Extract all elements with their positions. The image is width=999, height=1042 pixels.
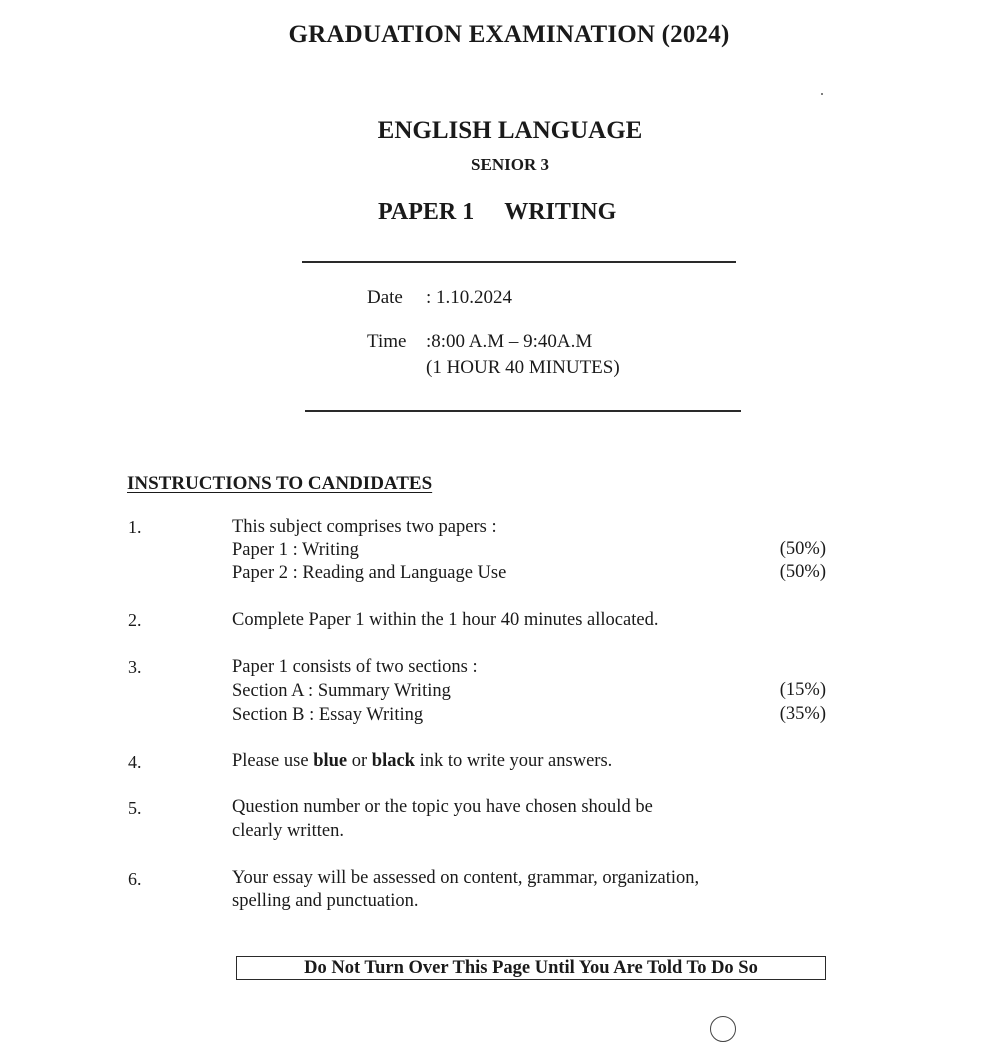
instruction-line: Section A : Summary Writing [232, 681, 451, 701]
emphasis-black: black [371, 751, 415, 771]
speck-mark [821, 93, 823, 95]
instruction-line: Paper 1 consists of two sections : [232, 657, 478, 677]
text-segment: Please use [232, 751, 314, 771]
instruction-line: spelling and punctuation. [232, 891, 419, 911]
paper-title [378, 199, 616, 226]
duration: (1 HOUR 40 MINUTES) [426, 357, 620, 378]
instruction-line [232, 750, 612, 774]
item-number: 1. [128, 517, 142, 537]
bottom-divider [305, 410, 741, 412]
instruction-line: This subject comprises two papers : [232, 517, 497, 537]
paper-number: PAPER 1 [378, 199, 475, 225]
item-number: 4. [128, 752, 142, 772]
instruction-line: Complete Paper 1 within the 1 hour 40 minutes allocated. [232, 610, 659, 630]
do-not-turn-notice: Do Not Turn Over This Page Until You Are Told To Do So [236, 956, 826, 980]
text-segment: or [347, 751, 372, 771]
time-value: :8:00 A.M – 9:40A.M [426, 331, 593, 352]
paper-name: WRITING [504, 199, 617, 225]
item-number: 2. [128, 610, 142, 630]
weight-percent: (15%) [779, 680, 826, 700]
item-number: 3. [128, 657, 142, 677]
subject-title: ENGLISH LANGUAGE [377, 117, 643, 144]
top-divider [302, 261, 736, 263]
weight-percent: (50%) [779, 539, 826, 559]
time-label: Time [367, 331, 407, 352]
item-number: 6. [128, 869, 142, 889]
weight-percent: (50%) [779, 562, 826, 582]
item-number: 5. [128, 798, 142, 818]
level-label: SENIOR 3 [471, 155, 549, 174]
instruction-line: Question number or the topic you have chosen should be [232, 797, 653, 817]
instructions-heading: INSTRUCTIONS TO CANDIDATES [127, 473, 433, 494]
text-segment: ink to write your answers. [414, 751, 613, 771]
circle-mark [710, 1016, 736, 1042]
instruction-line: Section B : Essay Writing [232, 705, 424, 725]
exam-title: GRADUATION EXAMINATION (2024) [288, 21, 730, 48]
emphasis-blue: blue [313, 751, 348, 771]
date-label: Date [367, 287, 403, 308]
instruction-line: Your essay will be assessed on content, grammar, organization, [232, 868, 700, 888]
instruction-line: Paper 1 : Writing [232, 540, 359, 560]
date-value: : 1.10.2024 [426, 287, 513, 308]
instruction-line: clearly written. [232, 821, 344, 841]
weight-percent: (35%) [779, 704, 826, 724]
instruction-line: Paper 2 : Reading and Language Use [232, 563, 507, 583]
